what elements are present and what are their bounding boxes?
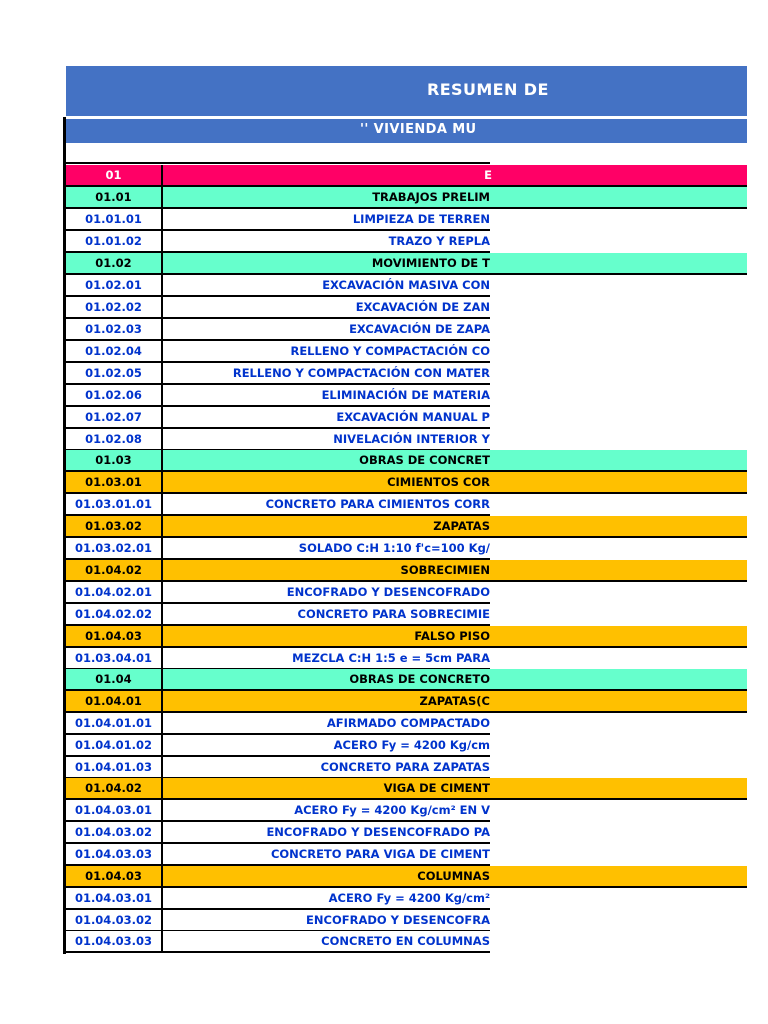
item-code-cell[interactable]: 01.04 xyxy=(66,669,163,691)
description-cell[interactable] xyxy=(163,494,490,516)
description-text: AFIRMADO COMPACTADO xyxy=(326,716,490,730)
description-cell[interactable] xyxy=(163,757,490,779)
description-cell[interactable] xyxy=(163,844,490,866)
description-cell[interactable] xyxy=(163,735,490,757)
item-row xyxy=(66,844,490,866)
item-row xyxy=(66,713,490,735)
item-code-cell[interactable]: 01.03.04.01 xyxy=(66,648,163,670)
description-cell[interactable] xyxy=(163,275,490,297)
description-cell[interactable] xyxy=(163,538,490,560)
description-cell[interactable] xyxy=(163,822,490,844)
item-code-cell[interactable]: 01.01.01 xyxy=(66,209,163,231)
item-code-cell[interactable]: 01.04.03.03 xyxy=(66,844,163,866)
item-code-cell[interactable]: 01.02.02 xyxy=(66,297,163,319)
description-cell[interactable] xyxy=(163,297,490,319)
title-banner xyxy=(66,66,747,116)
item-code-cell[interactable]: 01.03.01.01 xyxy=(66,494,163,516)
item-row xyxy=(66,800,490,822)
item-code-cell[interactable]: 01.01.02 xyxy=(66,231,163,253)
description-text: SOBRECIMIEN xyxy=(400,563,490,577)
description-text: CONCRETO PARA SOBRECIMIE xyxy=(297,607,490,621)
description-cell[interactable] xyxy=(163,319,490,341)
description-text: FALSO PISO xyxy=(414,629,490,643)
description-text: CONCRETO PARA ZAPATAS xyxy=(320,760,490,774)
description-text: ZAPATAS(C xyxy=(419,694,490,708)
item-code-cell[interactable]: 01 xyxy=(66,165,163,187)
description-text: MEZCLA C:H 1:5 e = 5cm PARA xyxy=(292,651,490,665)
item-row xyxy=(66,888,490,910)
item-row xyxy=(66,910,490,932)
description-cell[interactable] xyxy=(163,341,490,363)
item-row xyxy=(66,231,490,253)
description-text: ACERO Fy = 4200 Kg/cm xyxy=(333,738,490,752)
item-code-cell[interactable]: 01.04.01 xyxy=(66,691,163,713)
item-row xyxy=(66,407,490,429)
item-code-cell[interactable]: 01.01 xyxy=(66,187,163,209)
description-text: RELLENO Y COMPACTACIÓN CO xyxy=(290,344,490,358)
item-code-cell[interactable]: 01.04.02.02 xyxy=(66,604,163,626)
item-row xyxy=(66,385,490,407)
item-row xyxy=(66,494,490,516)
project-name: '' VIVIENDA MU xyxy=(360,122,477,137)
description-cell[interactable] xyxy=(163,888,490,910)
item-code-cell[interactable]: 01.04.03 xyxy=(66,626,163,648)
hidden-area xyxy=(490,143,768,1024)
sheet-title: RESUMEN DE xyxy=(427,80,549,99)
item-code-cell[interactable]: 01.02.06 xyxy=(66,385,163,407)
description-text: ACERO Fy = 4200 Kg/cm² EN V xyxy=(294,803,490,817)
description-text: OBRAS DE CONCRETO xyxy=(349,672,490,686)
item-code-cell[interactable]: 01.04.03 xyxy=(66,866,163,888)
description-cell[interactable] xyxy=(163,648,490,670)
item-code-cell[interactable]: 01.02.03 xyxy=(66,319,163,341)
item-code-cell[interactable]: 01.04.01.01 xyxy=(66,713,163,735)
item-code-cell[interactable]: 01.04.03.02 xyxy=(66,822,163,844)
item-code-cell[interactable]: 01.02 xyxy=(66,253,163,275)
description-text: ENCOFRADO Y DESENCOFRADO PA xyxy=(266,825,490,839)
description-text: EXCAVACIÓN MANUAL P xyxy=(336,410,490,424)
description-text: EXCAVACIÓN DE ZAN xyxy=(355,300,490,314)
item-code-cell[interactable]: 01.04.03.03 xyxy=(66,931,163,953)
description-text: CONCRETO PARA CIMIENTOS CORR xyxy=(265,497,490,511)
description-text: ENCOFRADO Y DESENCOFRADO xyxy=(286,585,490,599)
description-text: EXCAVACIÓN DE ZAPA xyxy=(349,322,490,336)
item-code-cell[interactable]: 01.04.01.03 xyxy=(66,757,163,779)
item-row xyxy=(66,341,490,363)
item-row xyxy=(66,319,490,341)
description-text: ENCOFRADO Y DESENCOFRA xyxy=(306,913,490,927)
description-text: VIGA DE CIMENT xyxy=(383,781,490,795)
item-row xyxy=(66,209,490,231)
item-code-cell[interactable]: 01.02.01 xyxy=(66,275,163,297)
item-code-cell[interactable]: 01.04.02 xyxy=(66,778,163,800)
item-row xyxy=(66,429,490,451)
description-cell[interactable] xyxy=(163,931,490,953)
description-text: E xyxy=(484,168,492,182)
description-text: CONCRETO PARA VIGA DE CIMENT xyxy=(270,847,490,861)
description-text: OBRAS DE CONCRET xyxy=(359,453,490,467)
description-cell[interactable] xyxy=(163,407,490,429)
item-code-cell[interactable]: 01.04.01.02 xyxy=(66,735,163,757)
item-code-cell[interactable]: 01.04.03.02 xyxy=(66,910,163,932)
description-text: TRAZO Y REPLA xyxy=(388,234,490,248)
description-text: COLUMNAS xyxy=(417,869,490,883)
description-text: ACERO Fy = 4200 Kg/cm² xyxy=(328,891,490,905)
item-code-cell[interactable]: 01.02.07 xyxy=(66,407,163,429)
item-row xyxy=(66,297,490,319)
description-text: SOLADO C:H 1:10 f'c=100 Kg/ xyxy=(298,541,490,555)
item-code-cell[interactable]: 01.03.02.01 xyxy=(66,538,163,560)
item-row xyxy=(66,604,490,626)
description-text: CIMIENTOS COR xyxy=(387,475,490,489)
item-row xyxy=(66,648,490,670)
description-text: EXCAVACIÓN MASIVA CON xyxy=(322,278,490,292)
subtitle-banner xyxy=(66,119,747,143)
item-row xyxy=(66,822,490,844)
description-text: ELIMINACIÓN DE MATERIA xyxy=(321,388,490,402)
description-cell[interactable] xyxy=(163,910,490,932)
description-text: NIVELACIÓN INTERIOR Y xyxy=(333,432,490,446)
description-cell[interactable] xyxy=(163,713,490,735)
item-code-cell[interactable]: 01.03.01 xyxy=(66,472,163,494)
item-row xyxy=(66,757,490,779)
item-row xyxy=(66,363,490,385)
item-code-cell[interactable]: 01.02.05 xyxy=(66,363,163,385)
item-code-cell[interactable]: 01.02.04 xyxy=(66,341,163,363)
description-cell[interactable] xyxy=(163,800,490,822)
item-code-cell[interactable]: 01.04.03.01 xyxy=(66,800,163,822)
description-cell[interactable] xyxy=(163,363,490,385)
description-cell[interactable] xyxy=(163,209,490,231)
description-text: ZAPATAS xyxy=(433,519,490,533)
item-row xyxy=(66,735,490,757)
description-text: MOVIMIENTO DE T xyxy=(371,256,490,270)
item-row xyxy=(66,538,490,560)
description-cell[interactable] xyxy=(163,429,490,451)
item-code-cell[interactable]: 01.03 xyxy=(66,450,163,472)
description-text: RELLENO Y COMPACTACIÓN CON MATER xyxy=(232,366,490,380)
item-code-cell[interactable]: 01.04.02.01 xyxy=(66,582,163,604)
item-code-cell[interactable]: 01.04.03.01 xyxy=(66,888,163,910)
item-row xyxy=(66,275,490,297)
description-cell[interactable] xyxy=(163,582,490,604)
item-row xyxy=(66,582,490,604)
description-cell[interactable] xyxy=(163,385,490,407)
description-text: LIMPIEZA DE TERREN xyxy=(352,212,490,226)
item-code-cell[interactable]: 01.04.02 xyxy=(66,560,163,582)
item-row xyxy=(66,931,490,953)
blank-row xyxy=(66,143,490,164)
item-code-cell[interactable]: 01.02.08 xyxy=(66,429,163,451)
description-cell[interactable] xyxy=(163,231,490,253)
item-code-cell[interactable]: 01.03.02 xyxy=(66,516,163,538)
description-text: TRABAJOS PRELIM xyxy=(372,190,490,204)
description-text: CONCRETO EN COLUMNAS xyxy=(321,934,490,948)
description-cell[interactable] xyxy=(163,604,490,626)
